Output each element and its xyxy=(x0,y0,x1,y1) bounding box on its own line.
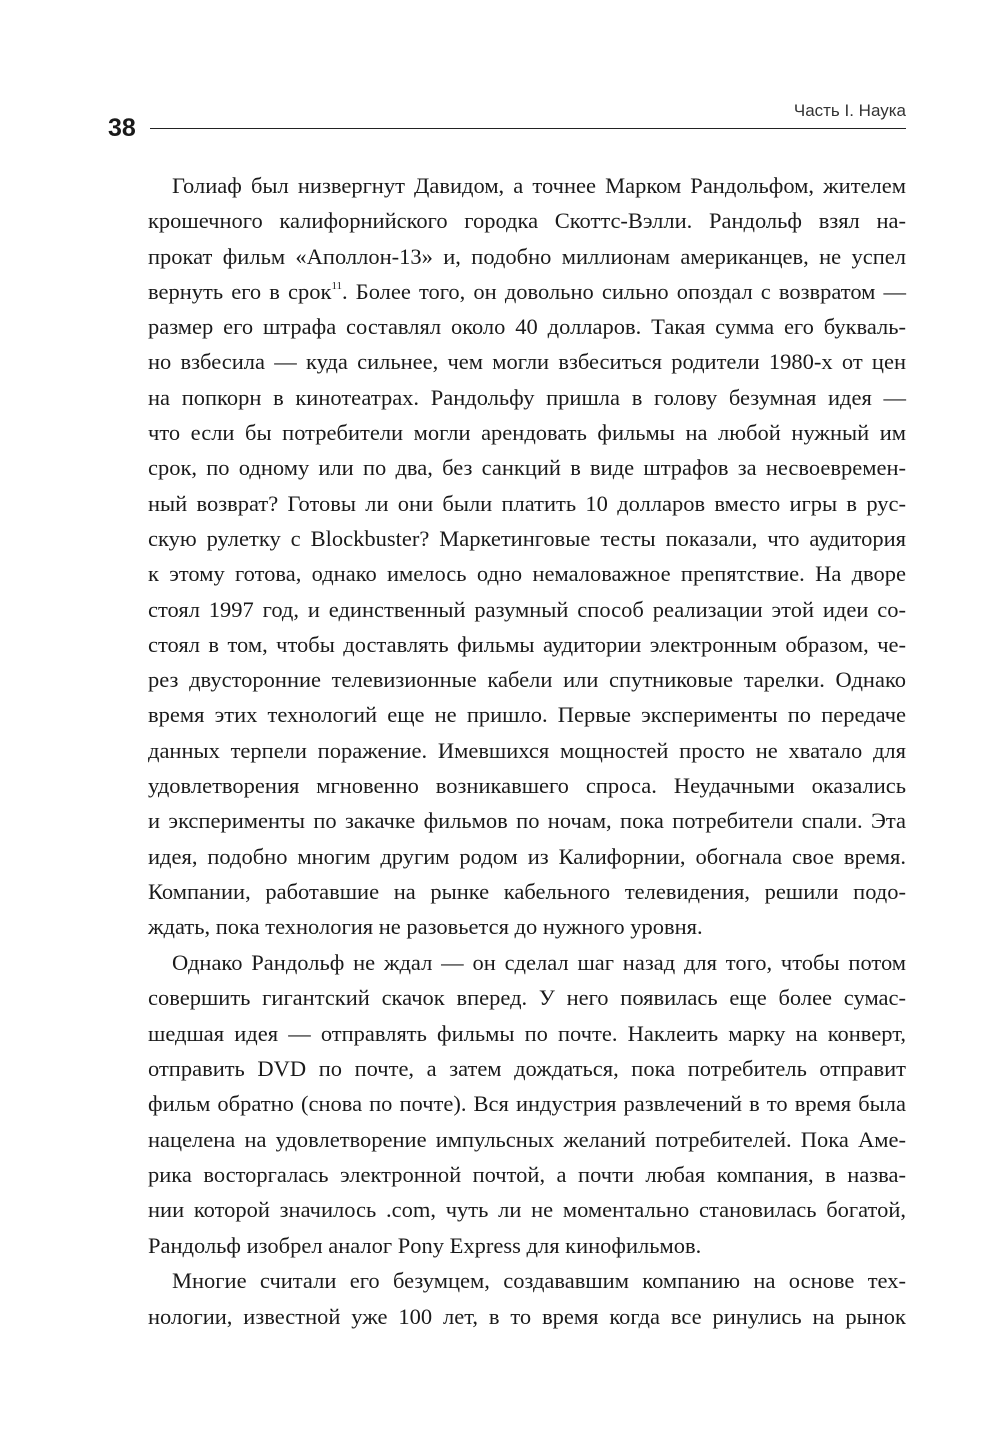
text-line: Однако Рандольф не ждал — он сделал шаг назад для того, чтобы потом xyxy=(172,950,906,976)
text-line: что если бы потребители могли арендовать фильмы на любой нужный им xyxy=(148,420,906,446)
text-line: нологии, известной уже 100 лет, в то время когда все ринулись на рынок xyxy=(148,1303,906,1329)
text-line: шедшая идея — отправлять фильмы по почте. Наклеить марку на конверт, xyxy=(148,1020,906,1046)
text-line: Компании, работавшие на рынке кабельного телевидения, решили подо- xyxy=(148,878,906,904)
running-head: Часть I. Наука xyxy=(793,101,906,120)
page-number: 38 xyxy=(108,114,136,142)
text-line: данных терпели поражение. Имевшихся мощностей просто не хватало для xyxy=(148,737,906,763)
text-line: Голиаф был низвергнут Давидом, а точнее Марком Рандольфом, жителем xyxy=(172,173,906,198)
text-line: срок, по одному или по два, без санкций в виде штрафов за несвоевремен- xyxy=(148,455,906,481)
text-segment: вернуть его в срок xyxy=(148,278,332,304)
text-line: крошечного калифорнийского городка Скоттс-Вэлли. Рандольф взял на- xyxy=(148,208,906,234)
text-line: удовлетворения мгновенно возникавшего спроса. Неудачными оказались xyxy=(148,773,906,799)
text-line: отправить DVD по почте, а затем дождаться, пока потребитель отправит xyxy=(148,1056,906,1082)
text-line: на попкорн в кинотеатрах. Рандольфу пришла в голову безумная идея — xyxy=(148,384,906,410)
text-line: и эксперименты по закачке фильмов по ночам, пока потребители спали. Эта xyxy=(148,808,906,834)
text-line: стоял в том, чтобы доставлять фильмы аудитории электронным образом, че- xyxy=(148,631,906,657)
text-line: нии которой значилось .com, чуть ли не моментально становилась богатой, xyxy=(148,1197,906,1223)
text-segment: . Более того, он довольно сильно опоздал с возвратом — xyxy=(342,278,907,304)
text-line: прокат фильм «Аполлон-13» и, подобно миллионам американцев, не успел xyxy=(148,243,906,269)
text-line: скую рулетку с Blockbuster? Маркетинговые тесты показали, что аудитория xyxy=(148,525,906,551)
header-rule xyxy=(150,128,906,129)
footnote-reference: 11 xyxy=(331,279,343,292)
paragraph-1 xyxy=(148,168,906,945)
paragraph-2 xyxy=(148,945,906,1263)
text-line: рика восторгалась электронной почтой, а почти любая компания, в назва- xyxy=(148,1161,906,1187)
text-line: ждать, пока технология не разовьется до нужного уровня. xyxy=(148,914,703,940)
text-line: время этих технологий еще не пришло. Первые эксперименты по передаче xyxy=(148,702,906,728)
text-line: к этому готова, однако имелось одно немаловажное препятствие. На дворе xyxy=(148,561,906,587)
page-header xyxy=(108,100,906,140)
text-line: нацелена на удовлетворение импульсных желаний потребителей. Пока Аме- xyxy=(148,1126,906,1152)
text-line: рез двусторонние телевизионные кабели или спутниковые тарелки. Однако xyxy=(148,667,906,693)
text-line: размер его штрафа составлял около 40 долларов. Такая сумма его букваль- xyxy=(148,314,906,340)
text-line: ный возврат? Готовы ли они были платить 10 долларов вместо игры в рус- xyxy=(148,490,906,516)
text-line: фильм обратно (снова по почте). Вся индустрия развлечений в то время была xyxy=(148,1091,906,1117)
paragraph-3 xyxy=(148,1263,906,1334)
text-line: стоял 1997 год, и единственный разумный способ реализации этой идеи со- xyxy=(148,596,906,622)
text-line: идея, подобно многим другим родом из Калифорнии, обогнала свое время. xyxy=(148,843,906,869)
text-line: но взбесила — куда сильнее, чем могли взбеситься родители 1980-х от цен xyxy=(148,349,906,375)
body-text xyxy=(148,168,906,1334)
text-line: Многие считали его безумцем, создававшим компанию на основе тех- xyxy=(172,1268,906,1294)
text-line-with-footnote xyxy=(148,274,906,309)
text-line: Рандольф изобрел аналог Pony Express для кинофильмов. xyxy=(148,1232,702,1258)
text-line: совершить гигантский скачок вперед. У него появилась еще более сумас- xyxy=(148,985,906,1011)
